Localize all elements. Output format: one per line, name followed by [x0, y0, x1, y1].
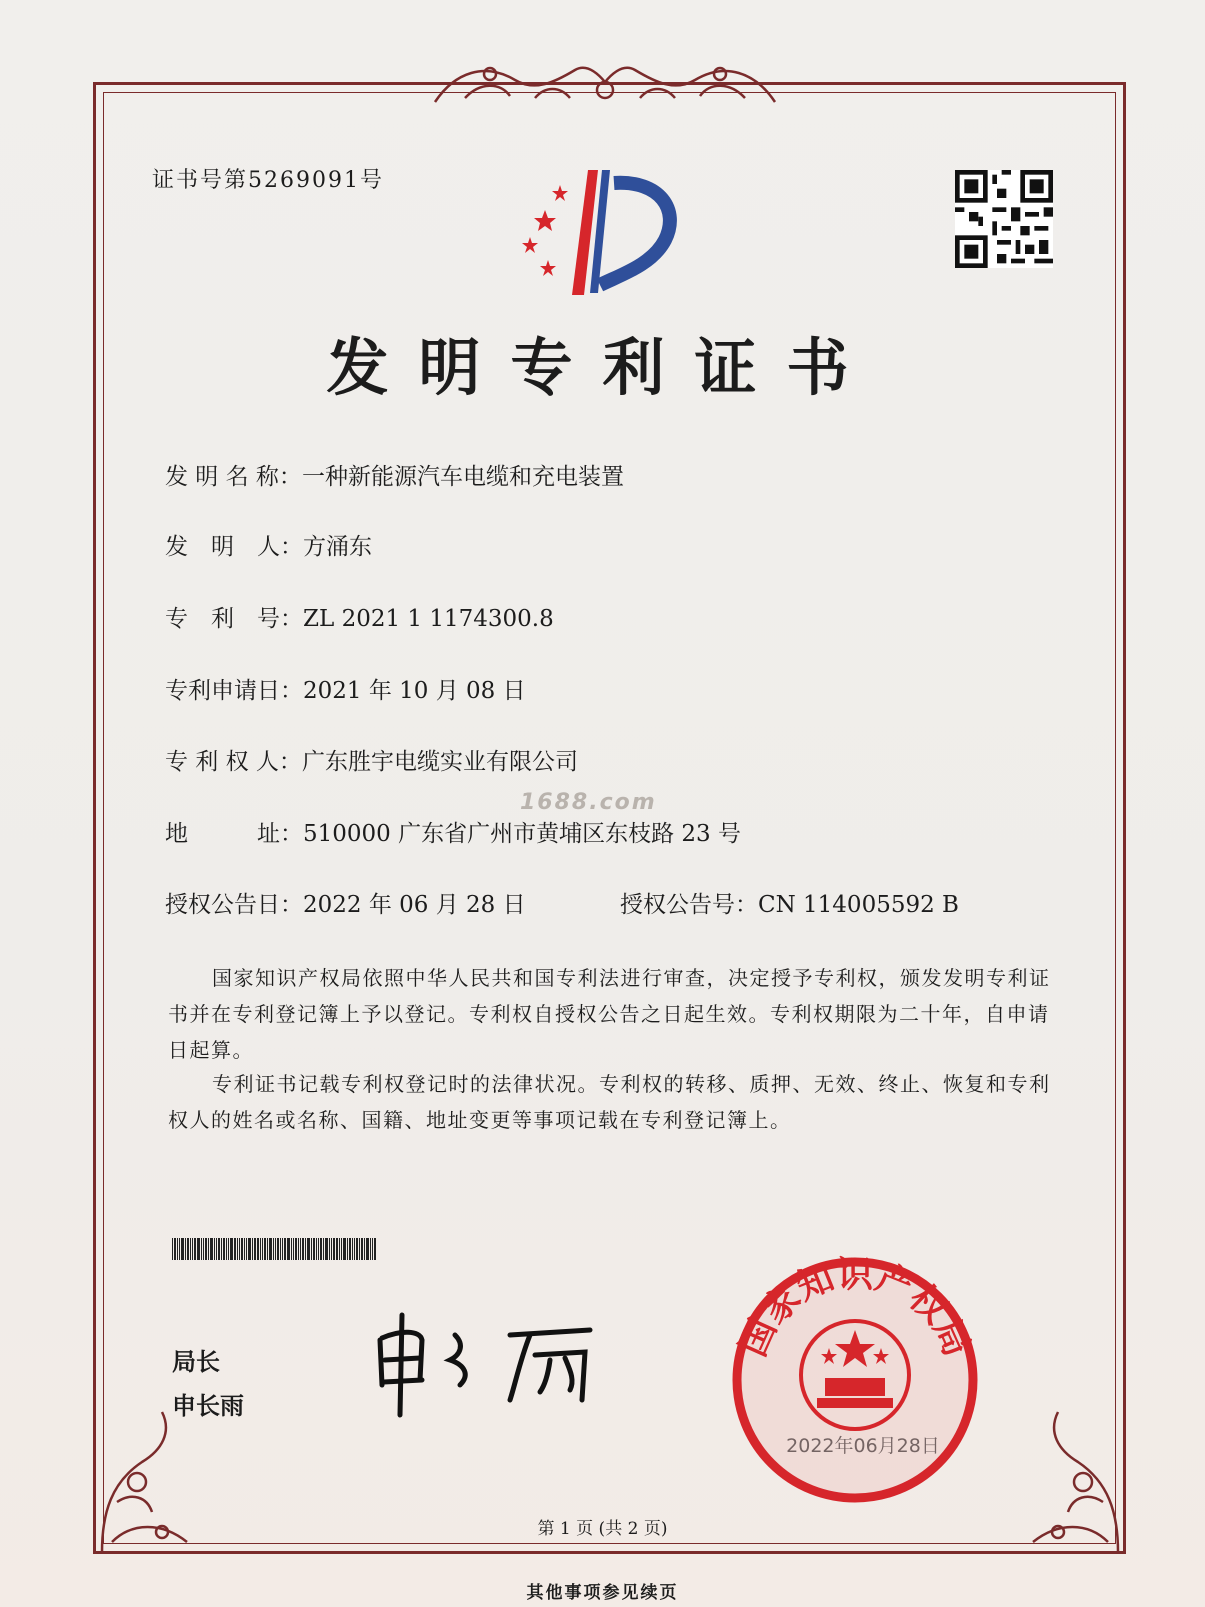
barcode-bar [359, 1238, 360, 1260]
director-title: 局长 [172, 1348, 220, 1376]
field-value: 510000 广东省广州市黄埔区东枝路 23 号 [303, 821, 741, 847]
barcode-bar [282, 1238, 283, 1260]
barcode-bar [370, 1238, 371, 1260]
watermark: 1688.com [520, 790, 657, 815]
barcode-bar [277, 1238, 279, 1260]
barcode-bar [267, 1238, 268, 1260]
legal-paragraph-1: 国家知识产权局依照中华人民共和国专利法进行审查，决定授予专利权，颁发发明专利证书并在专利登记簿上予以登记。专利权自授权公告之日起生效。专利权期限为二十年，自申请日起算。 [168, 966, 1051, 1062]
field-patent-number [165, 600, 554, 633]
barcode-bar [374, 1238, 376, 1260]
barcode-bar [275, 1238, 276, 1260]
barcode-bar [354, 1238, 355, 1260]
barcode-bar [331, 1238, 332, 1260]
page-indicator: 第 1 页 (共 2 页) [537, 1519, 668, 1539]
barcode-bar [230, 1238, 233, 1260]
barcode-bar [352, 1238, 353, 1260]
official-seal-icon [725, 1250, 985, 1510]
barcode-bar [284, 1238, 286, 1260]
barcode-bar [201, 1238, 202, 1260]
barcode-bar [356, 1238, 358, 1260]
barcode-bar [252, 1238, 253, 1260]
barcode-bar [273, 1238, 274, 1260]
director-signature [370, 1300, 630, 1420]
barcode-bar [287, 1238, 290, 1260]
field-label: 地 址： [165, 821, 303, 847]
barcode-icon [172, 1238, 474, 1260]
barcode-bar [190, 1238, 191, 1260]
barcode-bar [300, 1238, 301, 1260]
field-label: 发 明 名 称： [165, 464, 302, 490]
barcode-bar [181, 1238, 184, 1260]
barcode-bar [192, 1238, 193, 1260]
field-patentee [165, 743, 578, 776]
barcode-bar [333, 1238, 335, 1260]
barcode-bar [291, 1238, 292, 1260]
field-grant-number [620, 886, 959, 919]
legal-paragraph-2: 专利证书记载专利权登记时的法律状况。专利权的转移、质押、无效、终止、恢复和专利权人的姓名或名称、国籍、地址变更等事项记载在专利登记簿上。 [168, 1072, 1051, 1132]
barcode-bar [172, 1238, 173, 1260]
barcode-bar [361, 1238, 363, 1260]
barcode-bar [246, 1238, 247, 1260]
field-label: 专 利 权 人： [165, 749, 302, 775]
barcode-bar [205, 1238, 207, 1260]
seal-text: 国家知识产权局 [732, 1254, 978, 1363]
field-label: 发 明 人： [165, 534, 303, 560]
field-value: CN 114005592 B [758, 892, 959, 918]
barcode-bar [366, 1238, 369, 1260]
barcode-bar [264, 1238, 266, 1260]
seal-date: 2022年06月28日 [786, 1435, 940, 1457]
barcode-bar [194, 1238, 196, 1260]
certificate-title: 发明专利证书 [326, 331, 879, 404]
barcode-bar [216, 1238, 217, 1260]
barcode-bar [208, 1238, 209, 1260]
barcode-bar [260, 1238, 261, 1260]
barcode-bar [210, 1238, 213, 1260]
director-name: 申长雨 [172, 1392, 244, 1420]
barcode-bar [339, 1238, 340, 1260]
field-label: 专利申请日： [165, 678, 303, 704]
barcode-bar [318, 1238, 319, 1260]
barcode-bar [349, 1238, 351, 1260]
barcode-bar [187, 1238, 189, 1260]
field-address [165, 815, 741, 848]
field-inventor [165, 528, 372, 561]
barcode-bar [302, 1238, 304, 1260]
barcode-bar [244, 1238, 245, 1260]
barcode-bar [307, 1238, 310, 1260]
barcode-bar [295, 1238, 297, 1260]
barcode-bar [234, 1238, 236, 1260]
barcode-bar [341, 1238, 342, 1260]
field-label: 授权公告号： [620, 892, 758, 918]
barcode-bar [329, 1238, 330, 1260]
barcode-bar [336, 1238, 338, 1260]
barcode-bar [313, 1238, 315, 1260]
barcode-bar [214, 1238, 215, 1260]
barcode-bar [226, 1238, 227, 1260]
qr-code-icon [955, 170, 1053, 268]
field-value: 一种新能源汽车电缆和充电装置 [301, 464, 624, 490]
field-invention-name [165, 458, 624, 491]
barcode-bar [280, 1238, 281, 1260]
barcode-bar [248, 1238, 251, 1260]
barcode-bar [221, 1238, 222, 1260]
barcode-bar [257, 1238, 259, 1260]
field-value: 广东胜宇电缆实业有限公司 [301, 749, 578, 775]
barcode-bar [293, 1238, 294, 1260]
certificate-number: 证书号第5269091号 [152, 168, 384, 193]
barcode-bar [237, 1238, 238, 1260]
field-value: 方涌东 [303, 534, 372, 560]
barcode-bar [311, 1238, 312, 1260]
barcode-bar [323, 1238, 324, 1260]
barcode-bar [305, 1238, 306, 1260]
top-ornament-icon [425, 52, 785, 110]
barcode-bar [372, 1238, 373, 1260]
barcode-bar [174, 1238, 176, 1260]
barcode-bar [298, 1238, 299, 1260]
barcode-bar [320, 1238, 322, 1260]
barcode-bar [343, 1238, 346, 1260]
field-value: ZL 2021 1 1174300.8 [303, 606, 554, 632]
barcode-bar [269, 1238, 272, 1260]
barcode-bar [228, 1238, 229, 1260]
barcode-bar [239, 1238, 240, 1260]
barcode-bar [364, 1238, 365, 1260]
footer-note: 其他事项参见续页 [526, 1583, 679, 1603]
barcode-bar [223, 1238, 225, 1260]
cnipa-logo-icon [510, 165, 690, 300]
barcode-bar [325, 1238, 328, 1260]
barcode-bar [218, 1238, 220, 1260]
barcode-bar [177, 1238, 178, 1260]
barcode-bar [347, 1238, 348, 1260]
field-value: 2022 年 06 月 28 日 [303, 892, 526, 918]
barcode-bar [179, 1238, 180, 1260]
barcode-bar [197, 1238, 200, 1260]
barcode-bar [185, 1238, 186, 1260]
field-application-date [165, 672, 526, 705]
barcode-bar [203, 1238, 204, 1260]
field-label: 专 利 号： [165, 606, 303, 632]
barcode-bar [254, 1238, 256, 1260]
field-label: 授权公告日： [165, 892, 303, 918]
barcode-bar [262, 1238, 263, 1260]
field-value: 2021 年 10 月 08 日 [303, 678, 526, 704]
barcode-bar [316, 1238, 317, 1260]
field-grant-date [165, 886, 526, 919]
barcode-bar [241, 1238, 243, 1260]
